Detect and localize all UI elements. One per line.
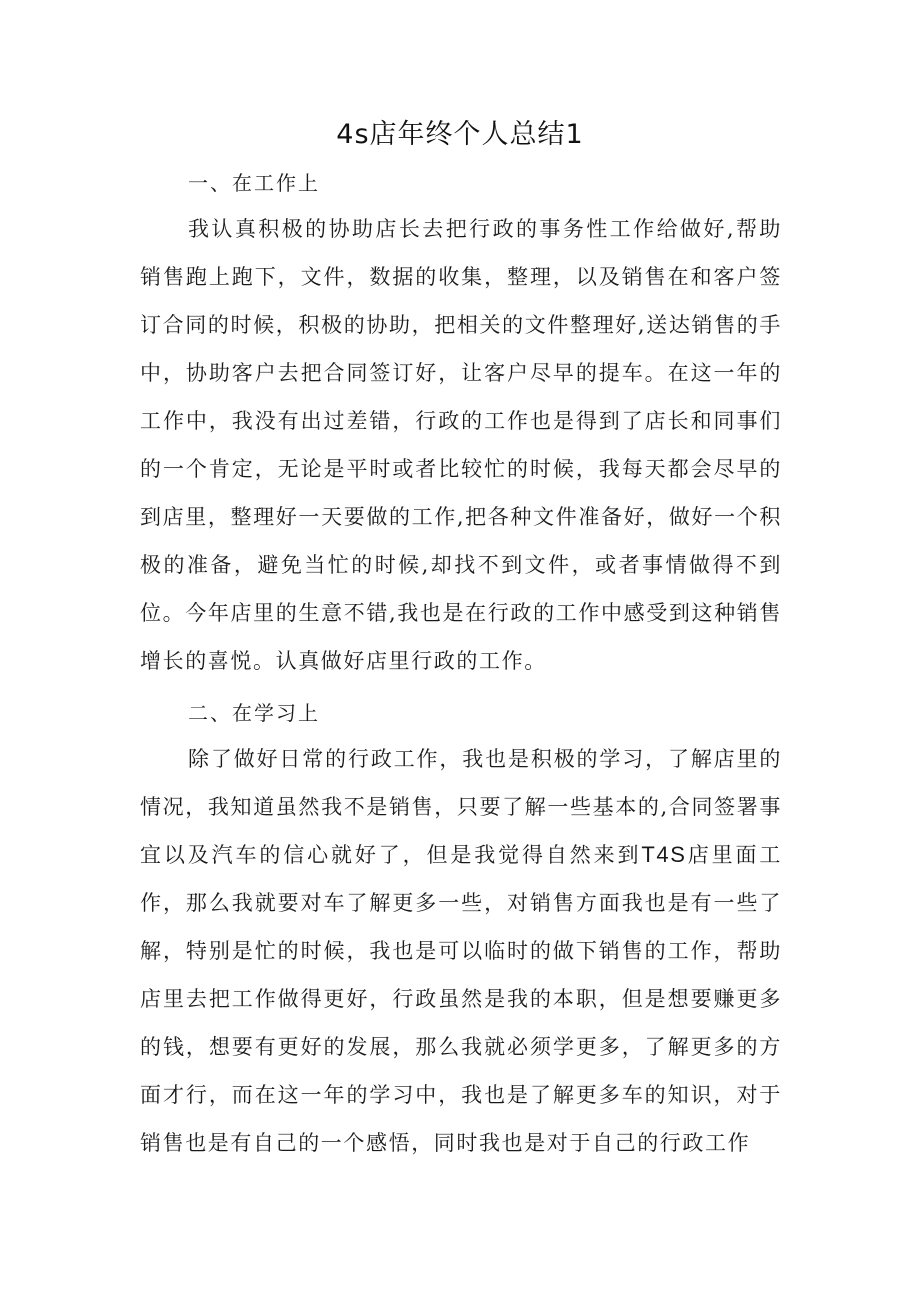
paragraph-text-after: 店里面工作，那么我就要对车了解更多一些，对销售方面我也是有一些了解，特别是忙的时候，我也是可以临时的做下销售的工作，帮助店里去把工作做得更好，行政虽然是我的本职，但是想要赚更多的钱，想要有更好的发展，那么我就必须学更多，了解更多的方面才行，而在这一年的学习中，我也是了解更多车的知识，对于销售也是有自己的一个感悟，同时我也是对于自己的行政工作 <box>140 843 782 1155</box>
section-heading-study: 二、在学习上 <box>188 701 320 725</box>
section-paragraph-work: 我认真积极的协助店长去把行政的事务性工作给做好,帮助销售跑上跑下，文件，数据的收集，整理，以及销售在和客户签订合同的时候，积极的协助，把相关的文件整理好,送达销售的手中，协助客户去把合同签订好，让客户尽早的提车。在这一年的工作中，我没有出过差错，行政的工作也是得到了店长和同事们的一个肯定，无论是平时或者比较忙的时候，我每天都会尽早的到店里，整理好一天要做的工作,把各种文件准备好，做好一个积极的准备，避免当忙的时候,却找不到文件，或者事情做得不到位。今年店里的生意不错,我也是在行政的工作中感受到这种销售增长的喜悦。认真做好店里行政的工作。 <box>140 217 782 673</box>
paragraph-text-before: 除了做好日常的行政工作，我也是积极的学习，了解店里的情况，我知道虽然我不是销售，只要了解一些基本的,合同签署事宜以及汽车的信心就好了，但是我觉得自然来到 <box>140 747 782 867</box>
section-paragraph-study <box>140 735 782 1167</box>
section-heading-work: 一、在工作上 <box>188 171 320 195</box>
document-title: 4s店年终个人总结1 <box>336 119 584 150</box>
store-code-term: T4S <box>641 842 687 867</box>
